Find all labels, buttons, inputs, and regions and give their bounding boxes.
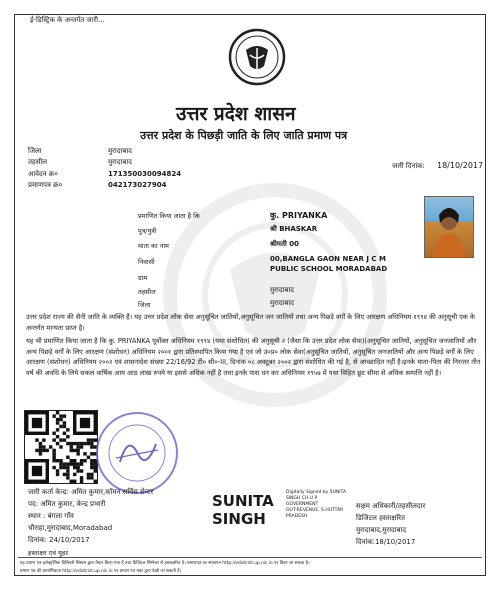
authority-title: सक्षम अधिकारी/तहसीलदार xyxy=(356,502,426,510)
footer-divider xyxy=(18,557,482,558)
detail-tehsil-label: तहसील xyxy=(138,288,156,296)
top-note: ई-डिस्ट्रिक के अन्तर्गत जारी... xyxy=(30,16,105,24)
verification-note: यह प्रमाण पत्र इलेक्ट्रॉनिक डिलिवरी सिस्टम द्वारा तैयार किया गया है तथा डिजिटल सिग्नेचर से हस्ताक्षरित है। प्रमाणपत्र का सत्यापन http://edistrict.up.nic.in पर किया जा सकता है। xyxy=(20,561,310,566)
up-emblem-icon xyxy=(228,28,286,86)
authority-date: दिनांक:18/10/2017 xyxy=(356,538,416,546)
father-name: श्री BHASKAR xyxy=(270,225,318,233)
digital-signer-name-line1: SUNITA xyxy=(212,492,274,510)
issuer-center: जारी कर्ता केन्द्र: अमित कुमार,कॉमन सर्विस सेन्टर xyxy=(28,488,154,496)
applicant-photo xyxy=(424,196,474,258)
certificate-subtitle: उत्तर प्रदेश के पिछड़ी जाति के लिए जाति प्रमाण पत्र xyxy=(140,129,348,142)
issuer-date: दिनांक: 24/10/2017 xyxy=(28,536,90,544)
mother-label: माता का नाम xyxy=(138,242,169,250)
issuer-address: चौराहा,मुरादाबाद,Moradabad xyxy=(28,524,113,532)
qr-code xyxy=(24,410,98,484)
resident-address-line2: PUBLIC SCHOOL MORADABAD xyxy=(270,265,388,273)
digital-signature-info: Digitally Signed by SUNITA SINGH CH U P GOVERNMENT OUT-REVENUE, S.HUTTAR PRADESH xyxy=(286,490,347,519)
district-value: मुरादाबाद xyxy=(108,147,132,155)
issue-date-label: जारी दिनांक: xyxy=(392,162,425,170)
page-title: उत्तर प्रदेश शासन xyxy=(176,103,296,125)
issuer-place: स्थान : बंगला गाँव xyxy=(28,512,74,520)
village-label: ग्राम xyxy=(138,274,148,282)
tehsil-label: तहसील xyxy=(28,158,47,166)
eligibility-paragraph: यह भी प्रमाणित किया जाता है कि कु. PRIYANKA पूर्वोक्त अधिनियम १९९४ (यथा संशोधित) की अनुसूची २ (जैसा कि उत्तर प्रदेश लोक सेवा)(अनुसूचित जातियों, अनुसूचित जनजातियों और अन्य पिछड़े वर्गों के लिए आरक्षण (संशोधन) अधिनियम २००१ द्वारा प्रतिस्थापित किया गया है एवं जो उ०प्र० लोक सेवा(अनुसूचित जातियों, अनुसूचित जनजातियों और अन्य पिछड़े वर्गों के लिए आरक्षण (संशोधन) अधिनियम २००२ एवं शासनादेश संख्या 22/16/92 टी० सी०-III, दिनांक ०८ अक्टूबर २००२ द्वारा संशोधित की गई है, से आच्छादित नहीं है।इनके माता-पिता की निरन्तर तीन वर्ष की अवधि के लिये सकल वार्षिक आय आठ लाख रुपये या इससे अधिक नहीं है तथा इनके पास धन कर अधिनियम १९५७ में यथा विहित छूट सीमा से अधिक सम्पत्ति नहीं है। xyxy=(26,337,481,377)
tehsil-value: मुरादाबाद xyxy=(108,158,132,166)
authenticity-note: प्रमाण पत्र की प्रामाणिकता http://edistrict.up.nic.in पर प्रमाण पत्र नंबर द्वारा देखी जा सकती है। xyxy=(20,569,182,574)
caste-paragraph: उत्तर प्रदेश राज्य की सैनी जाति के व्यक्ति हैं। यह उत्तर प्रदेश लोक सेवा अनुसूचित जातियों,अनुसूचित जन जातियों तथा अन्य पिछड़े वर्गों के लिए आरक्षण अधिनियम १९९४ की अनुसूची एक के अन्तर्गत मान्यता प्राप्त है। xyxy=(26,313,475,332)
authority-digital: डिजिटल हस्ताक्षरित xyxy=(356,514,405,522)
authority-location: मुरादाबाद,मुरादाबाद xyxy=(356,526,407,534)
application-number: 171350030094824 xyxy=(108,170,182,178)
resident-label: निवासी xyxy=(138,258,155,266)
issue-date-value: 18/10/2017 xyxy=(437,161,484,170)
district-label: जिला xyxy=(28,147,42,155)
candidate-name: कु. PRIYANKA xyxy=(270,211,328,220)
resident-address-line1: 00,BANGLA GAON NEAR J C M xyxy=(270,255,386,263)
certificate-label: प्रमाणपत्र क्र० xyxy=(28,181,63,189)
relation-label: पुत्र/पुत्री xyxy=(138,227,157,235)
application-label: आवेदन क्र० xyxy=(28,170,58,178)
digital-signer-name-line2: SINGH xyxy=(212,510,266,528)
detail-tehsil-value: मुरादाबाद xyxy=(270,286,294,294)
official-stamp xyxy=(96,412,178,494)
mother-name: श्रीमती 00 xyxy=(270,240,299,248)
signature-seal-label: हस्ताक्षर एवं मुहर xyxy=(28,549,69,557)
certify-label: प्रमाणित किया जाता है कि xyxy=(138,212,200,220)
detail-district-value: मुरादाबाद xyxy=(270,299,294,307)
certificate-number: 042173027904 xyxy=(108,181,167,189)
issuer-post: पद: अमित कुमार, केन्द्र प्रभारी xyxy=(28,500,106,508)
detail-district-label: जिला xyxy=(138,301,151,309)
